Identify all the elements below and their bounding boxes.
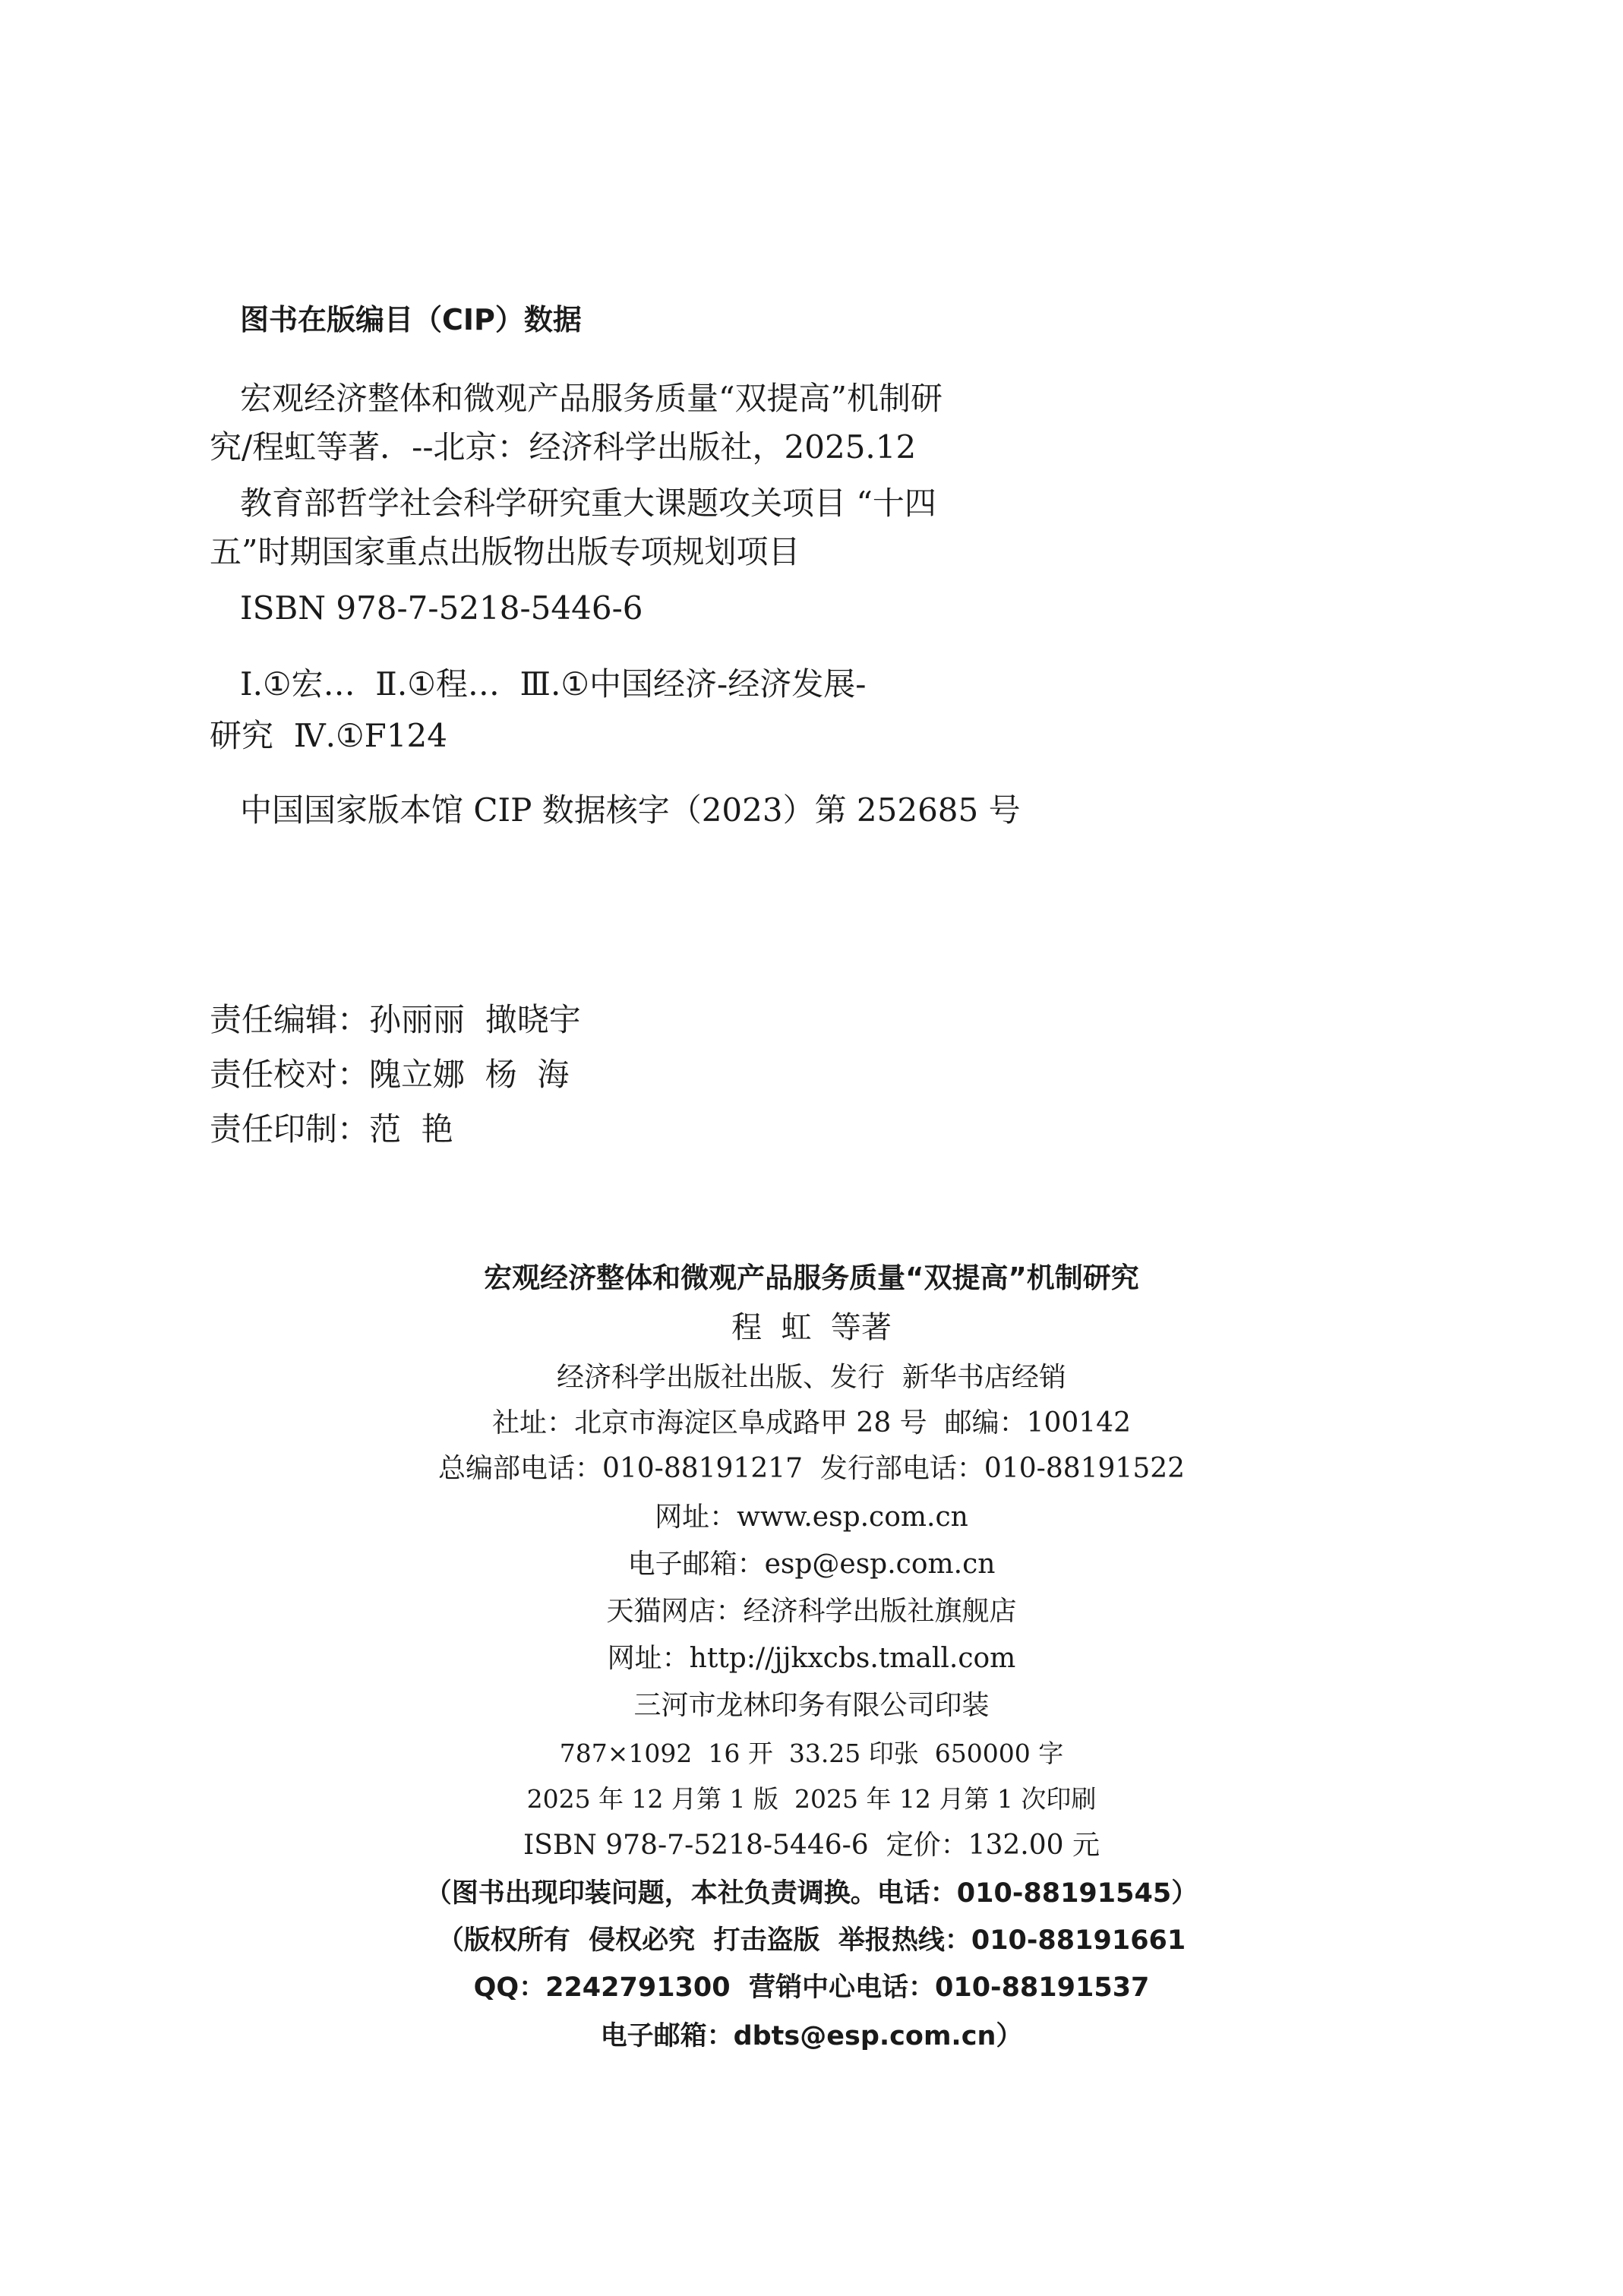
credit-proofreader [210,1056,570,1093]
cip-isbn: ISBN 978-7-5218-5446-6 [240,589,643,627]
imprint-book-title: 宏观经济整体和微观产品服务质量“双提高”机制研究 [484,1262,1139,1294]
imprint-notice-2: （版权所有 侵权必究 打击盗版 举报热线：010-88191661 [437,1925,1186,1956]
cip-classification-line-2: 研究 Ⅳ.①F124 [210,717,447,754]
cip-series-line-1: 教育部哲学社会科学研究重大课题攻关项目 “十四 [240,485,936,522]
imprint-address: 社址：北京市海淀区阜成路甲 28 号 邮编：100142 [491,1407,1131,1439]
cip-title-line-2: 究/程虹等著．--北京：经济科学出版社，2025.12 [210,428,917,466]
imprint-printer: 三河市龙林印务有限公司印装 [633,1690,990,1721]
imprint-specs: 787×1092 16 开 33.25 印张 650000 字 [559,1739,1064,1768]
imprint-website: 网址：www.esp.com.cn [655,1502,968,1533]
cip-series-line-2: 五”时期国家重点出版物出版专项规划项目 [210,533,800,570]
imprint-tmall-url: 网址：http://jjkxcbs.tmall.com [607,1643,1016,1674]
imprint-notice-4: 电子邮箱：dbts@esp.com.cn） [600,2021,1023,2051]
cip-title-line-1: 宏观经济整体和微观产品服务质量“双提高”机制研 [240,380,943,417]
cip-classification-line-1: Ⅰ.①宏… Ⅱ.①程… Ⅲ.①中国经济-经济发展- [240,665,867,703]
imprint-publisher: 经济科学出版社出版、发行 新华书店经销 [557,1362,1066,1393]
credit-role: 责任编辑： [210,1001,370,1038]
credit-editor [210,1001,581,1038]
imprint-author: 程 虹 等著 [731,1310,892,1345]
imprint-phones: 总编部电话：010-88191217 发行部电话：010-88191522 [437,1453,1186,1484]
cip-heading: 图书在版编目（CIP）数据 [240,303,582,336]
imprint-notice-1: （图书出现印装问题，本社负责调换。电话：010-88191545） [425,1878,1198,1909]
imprint-email: 电子邮箱：esp@esp.com.cn [627,1549,996,1580]
credit-role: 责任校对： [210,1056,370,1093]
credit-printing [210,1110,453,1148]
credit-names: 隗立娜 杨 海 [369,1056,570,1093]
cip-number: 中国国家版本馆 CIP 数据核字（2023）第 252685 号 [240,791,1021,829]
imprint-notice-3: QQ：2242791300 营销中心电话：010-88191537 [473,1972,1150,2003]
credit-names: 孙丽丽 撖晓宇 [369,1001,581,1038]
credit-role: 责任印制： [210,1110,370,1148]
imprint-isbn-price: ISBN 978-7-5218-5446-6 定价：132.00 元 [523,1830,1100,1861]
credit-names: 范 艳 [369,1110,453,1148]
imprint-tmall-store: 天猫网店：经济科学出版社旗舰店 [606,1596,1017,1627]
imprint-edition: 2025 年 12 月第 1 版 2025 年 12 月第 1 次印刷 [526,1784,1097,1814]
